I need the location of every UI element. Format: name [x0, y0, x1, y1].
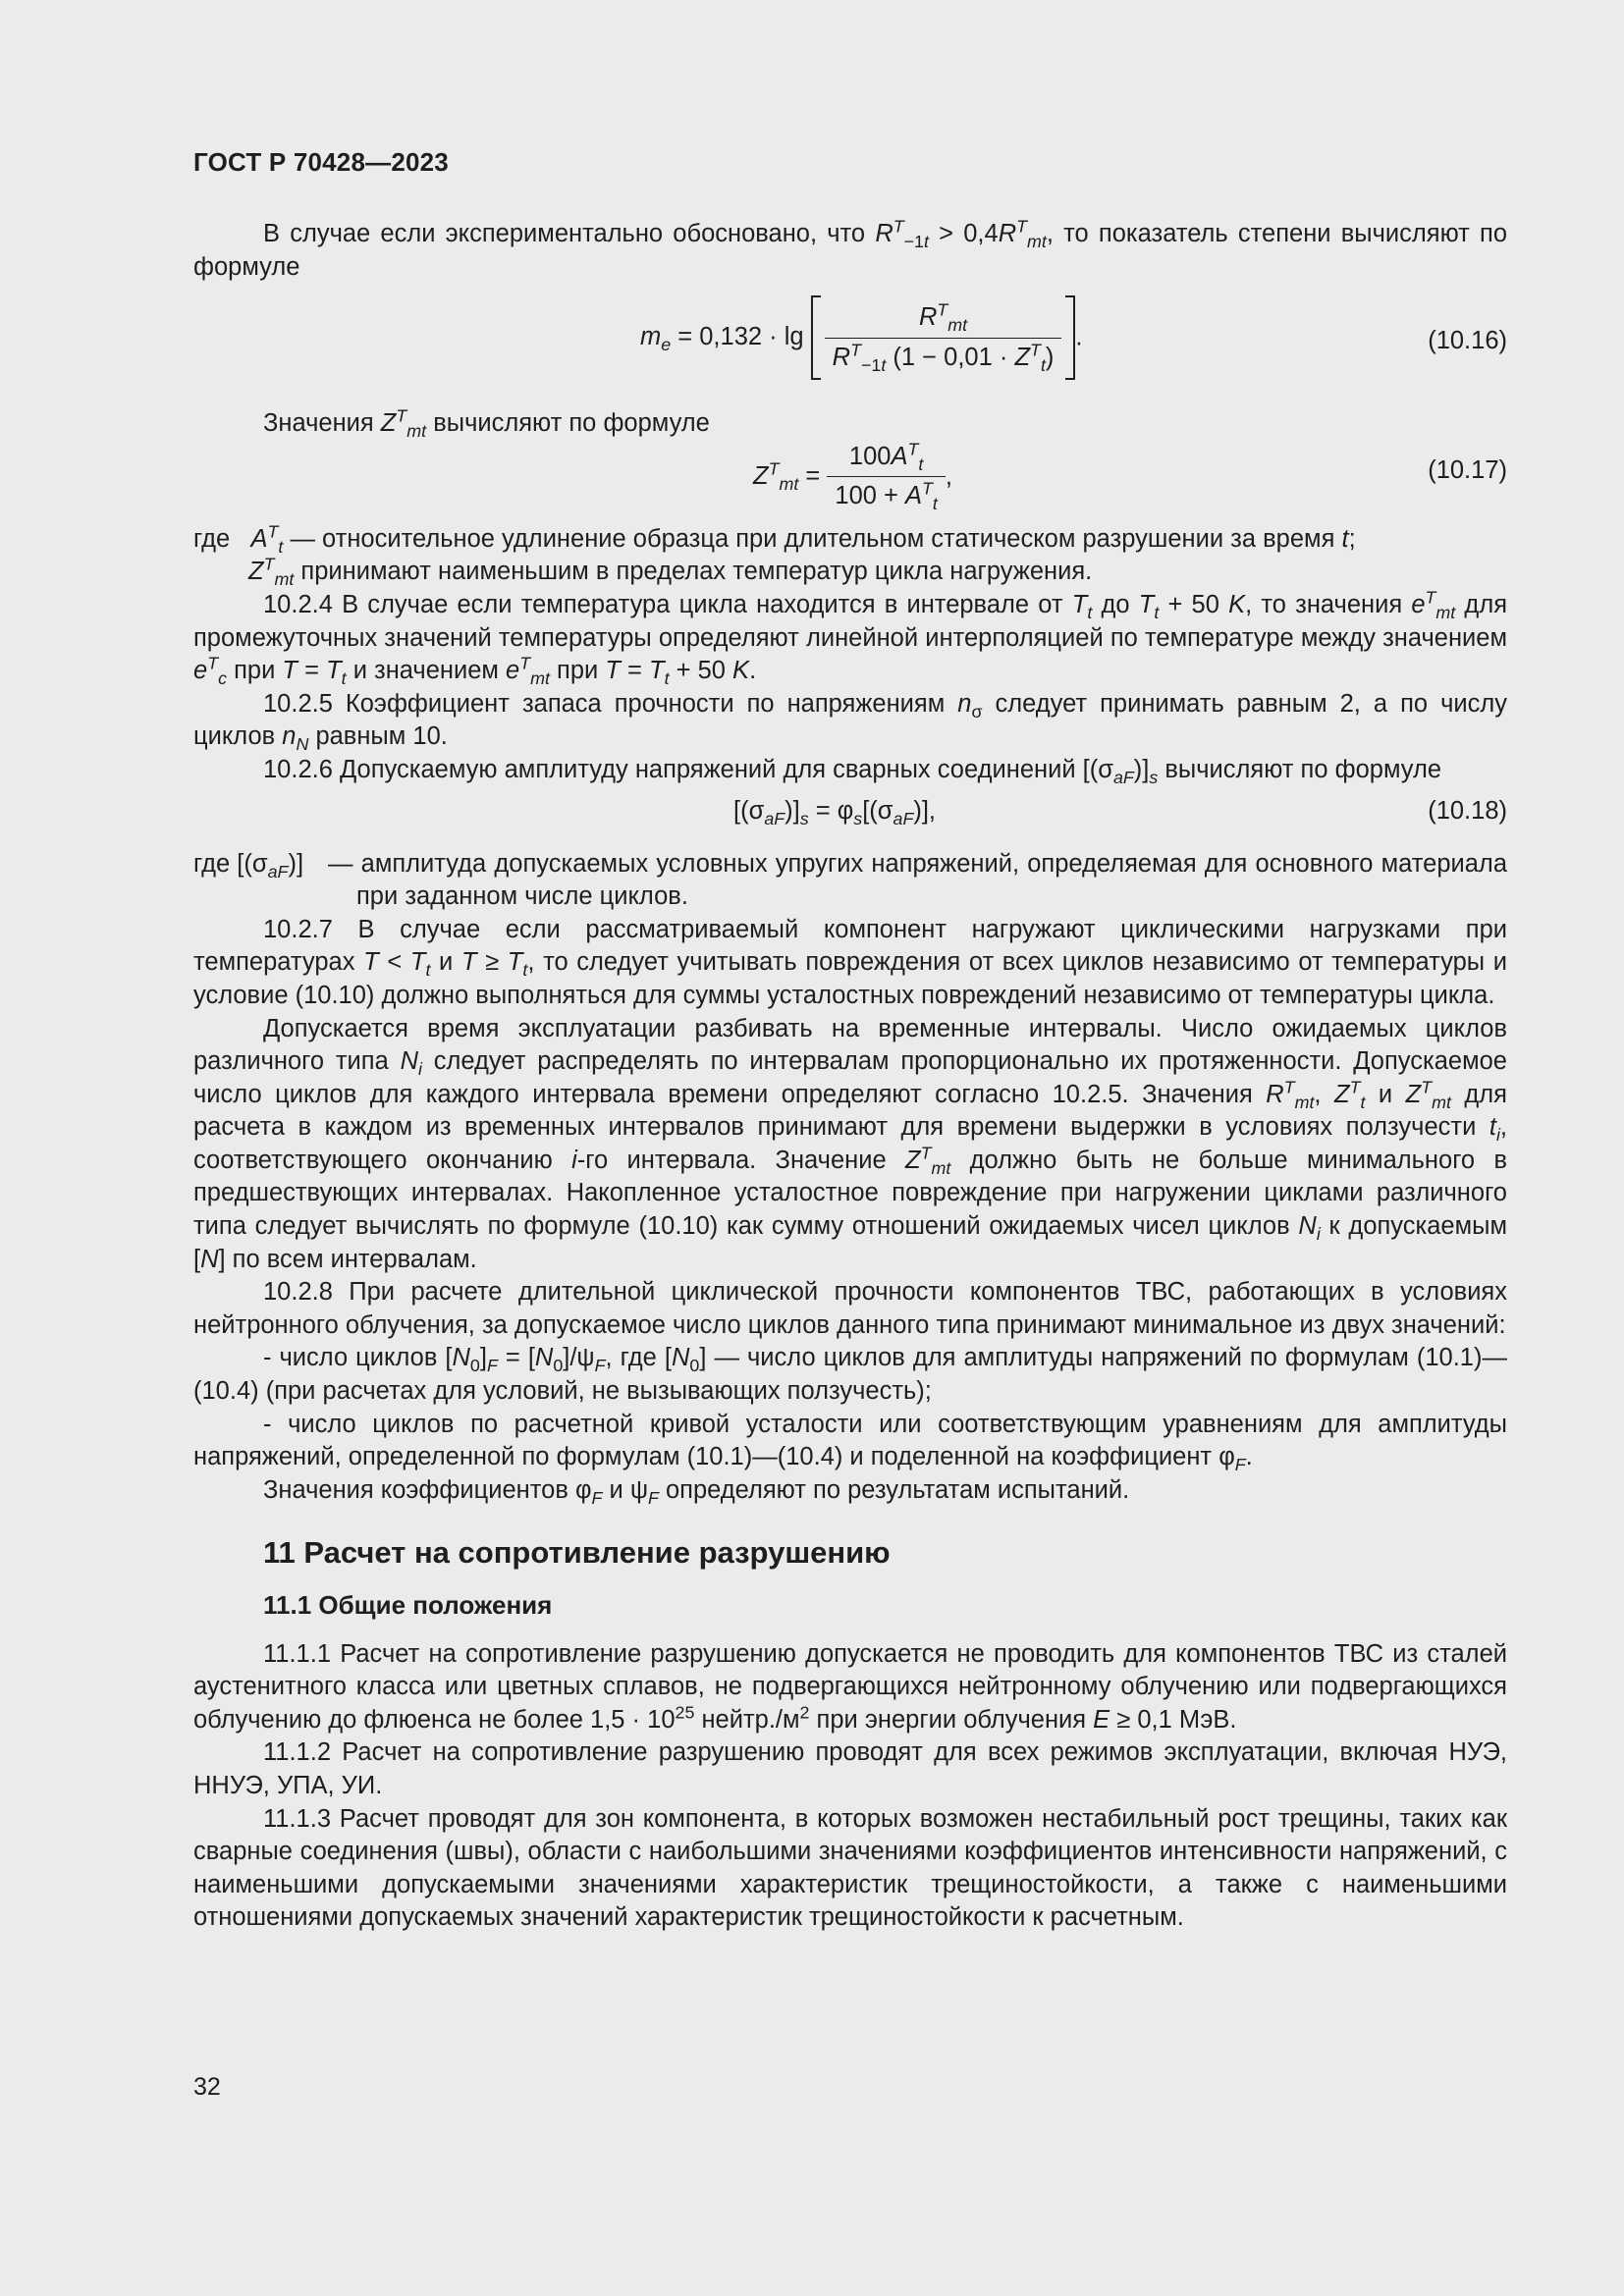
section-heading-11: 11 Расчет на сопротивление разрушению	[263, 1535, 891, 1571]
subsection-heading-11-1: 11.1 Общие положения	[263, 1590, 553, 1620]
document-body	[193, 218, 1507, 1935]
where-clause-2: где $[(\sigma_{aF})]$ — амплитуда допускаемых условных упругих напряжений, определяемая для основного материала при заданном числе циклов.	[193, 849, 1507, 911]
list-item-2: - число циклов по расчетной кривой усталости или соответствующим уравнениям для амплитуды напряжений, определенной по формулам (10.1)—(10.4) и поделенной на коэффициент $\varphi_F$.	[193, 1410, 1507, 1475]
paragraph-3: $Z^T_{mt}$ принимают наименьшим в пределах температур цикла нагружения.	[248, 554, 1093, 590]
formula-10-18: $[(\sigma_{aF})]_s = \varphi_s[(\sigma_{aF})]$, (10.18)	[733, 796, 1507, 828]
document-header: ГОСТ Р 70428—2023	[193, 147, 449, 177]
paragraph-11-1-2: 11.1.2 Расчет на сопротивление разрушению проводят для всех режимов эксплуатации, включая НУЭ, ННУЭ, УПА, УИ.	[193, 1738, 1507, 1799]
formula-10-16: $m_e = 0,132 \cdot \lg$ $\frac{R^T_{mt}}{R^T_{-1t} (1 - 0,01 \cdot Z^T_t)}$ . (10.16)	[193, 284, 1507, 407]
paragraph-coefficients: Значения коэффициентов $\varphi_F$ и $\psi_F$ определяют по результатам испытаний.	[263, 1475, 1130, 1508]
formula-10-17: $Z^T_{mt}$ = $\frac{100A^T_t}{100 + A^T_t}$ , (10.17)	[753, 439, 1507, 514]
formula-number: (10.17)	[1428, 455, 1507, 484]
paragraph-2: Значения $Z^T_{mt}$ вычисляют по формуле	[263, 405, 710, 442]
paragraph-11-1-3: 11.1.3 Расчет проводят для зон компонента, в которых возможен нестабильный рост трещины, таких как сварные соединения (швы), области с наибольшими значениями коэффициентов интенсивности напряжений, с наименьшими допускаемыми значениями характеристик трещиностойкости, а также с наименьшими отношениями допускаемых значений характеристик трещиностойкости к расчетным.	[193, 1804, 1507, 1932]
paragraph-11-1-1: 11.1.1 Расчет на сопротивление разрушению допускается не проводить для компонентов ТВС из сталей аустенитного класса или цветных сплавов, не подвергающихся нейтронному облучению или подвергающихся облучению до флюенса не более $1,5 \cdot 10^{25}$ $нейтр./м^2$ при энергии облучения E ≥ 0,1 МэВ.	[193, 1639, 1507, 1734]
paragraph-10-2-7: 10.2.7 В случае если рассматриваемый компонент нагружают циклическими нагрузками при температурах $T < T_t$ и $T \ge T_t$, то следует учитывать повреждения от всех циклов независимо от температуры и условие (10.10) должно выполняться для суммы усталостных повреждений независимо от температуры цикла.	[193, 915, 1508, 1009]
paragraph-1: В случае если экспериментально обосновано, что $R^T_{-1t} > 0,4R^T_{mt}$, то показатель степени вычисляют по формуле	[193, 216, 1508, 281]
paragraph-10-2-4: 10.2.4 В случае если температура цикла находится в интервале от $T_t$ до $T_t + 50$ K, то значения $e^T_{mt}$ для промежуточных значений температуры определяют линейной интерполяцией по температуре между значением $e^T_c$ при $T = T_t$ и значением $e^T_{mt}$ при $T = T_t + 50$ K.	[193, 587, 1508, 689]
paragraph-10-2-6: 10.2.6 Допускаемую амплитуду напряжений для сварных соединений $[(\sigma_{aF})]_s$ вычисляют по формуле	[263, 755, 1442, 788]
paragraph-10-2-5: 10.2.5 Коэффициент запаса прочности по напряжениям $n_\sigma$ следует принимать равным 2, а по числу циклов $n_N$ равным 10.	[193, 689, 1507, 755]
paragraph-intervals: Допускается время эксплуатации разбивать на временные интервалы. Число ожидаемых циклов различного типа $N_i$ следует распределять по интервалам пропорционально их протяженности. Допускаемое число циклов для каждого интервала времени определяют согласно 10.2.5. Значения $R^T_{mt}$, $Z^T_t$ и $Z^T_{mt}$ для расчета в каждом из временных интервалов принимают для времени выдержки в условиях ползучести $t_i$, соответствующего окончанию i-го интервала. Значение $Z^T_{mt}$ должно быть не больше минимального в предшествующих интервалах. Накопленное усталостное повреждение при нагружении циклами различного типа следует вычислять по формуле (10.10) как сумму отношений ожидаемых чисел циклов $N_i$ к допускаемым [N] по всем интервалам.	[193, 1014, 1508, 1273]
where-clause-1: где $A^T_t$ — относительное удлинение образца при длительном статическом разрушении за время t;	[193, 521, 1356, 557]
page-number: 32	[193, 2073, 221, 2101]
formula-number: (10.16)	[1428, 327, 1507, 355]
formula-number: (10.18)	[1428, 796, 1507, 825]
paragraph-10-2-8: 10.2.8 При расчете длительной циклической прочности компонентов ТВС, работающих в условиях нейтронного облучения, за допускаемое число циклов данного типа принимают минимальное из двух значений:	[193, 1278, 1507, 1339]
list-item-1: - число циклов $[N_0]_F = [N_0]/\psi_F$, где $[N_0]$ — число циклов для амплитуды напряжений по формулам (10.1)—(10.4) (при расчетах для условий, не вызывающих ползучесть);	[193, 1344, 1507, 1406]
